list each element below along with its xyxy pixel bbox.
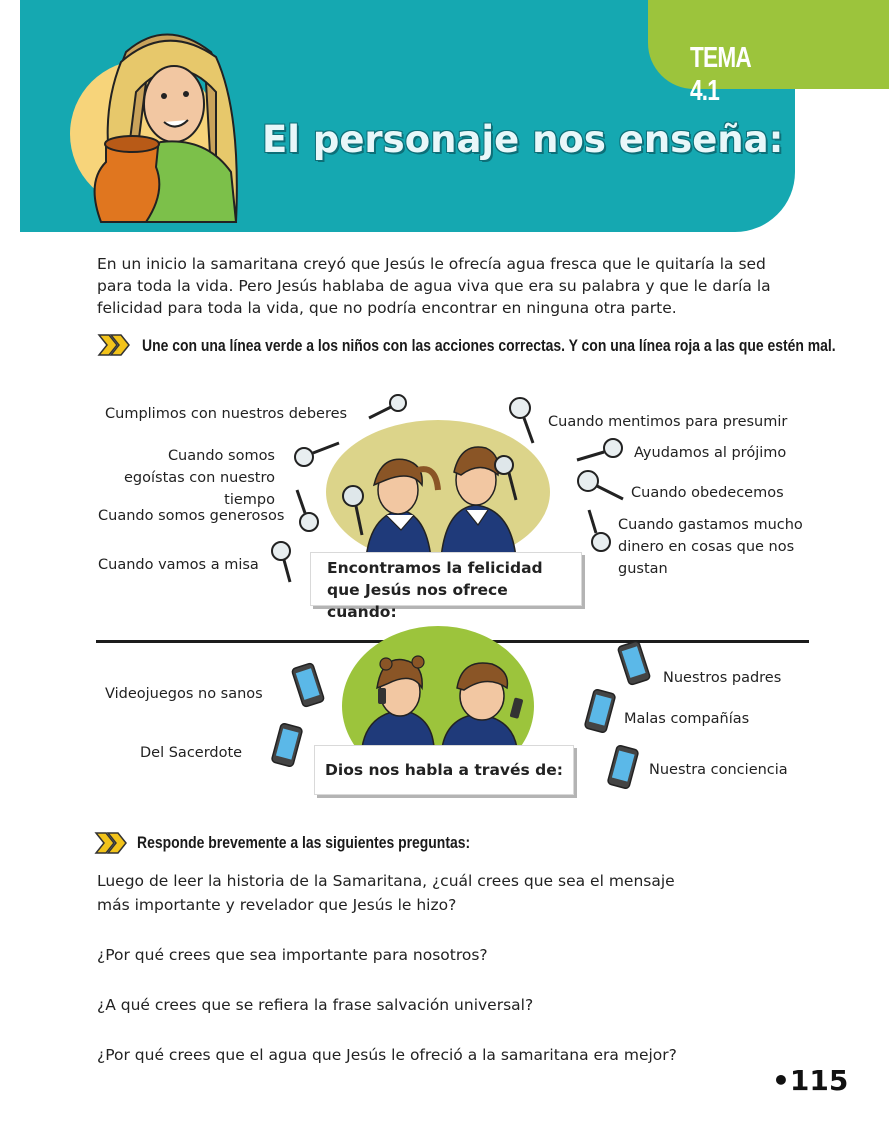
question-3: ¿A qué crees que se refiera la frase salvación universal?: [97, 996, 534, 1014]
option-egoistas[interactable]: Cuando somos egoístas con nuestro tiempo: [123, 448, 275, 508]
smartphone-icon: [268, 722, 306, 768]
smartphone-icon: [581, 688, 619, 734]
magnifying-glass-icon: [270, 540, 296, 584]
option-obedecemos[interactable]: Cuando obedecemos: [631, 485, 784, 501]
option-misa[interactable]: Cuando vamos a misa: [98, 557, 259, 573]
question-4: ¿Por qué crees que el agua que Jesús le ofreció a la samaritana era mejor?: [97, 1046, 677, 1064]
smartphone-icon: [604, 744, 642, 790]
page-title: El personaje nos enseña:: [262, 118, 784, 161]
option-conciencia[interactable]: Nuestra conciencia: [649, 762, 788, 778]
intro-paragraph: En un inicio la samaritana creyó que Jesús le ofrecía agua fresca que le quitaría la sed para toda la vida. Pero Jesús hablaba de agua viva que era su palabra y que le daría la felicidad para toda la vida, que no podría encontrar en ninguna otra parte.: [97, 255, 771, 317]
magnifying-glass-icon: [575, 436, 625, 464]
option-padres[interactable]: Nuestros padres: [663, 670, 782, 686]
questions-instruction: Responde brevemente a las siguientes preguntas:: [137, 833, 471, 852]
tema-label: TEMA 4.1: [690, 42, 751, 107]
option-ayudamos[interactable]: Ayudamos al prójimo: [634, 445, 787, 461]
option-malas-companias[interactable]: Malas compañías: [624, 711, 750, 727]
smartphone-icon: [615, 640, 653, 686]
double-chevron-icon: [94, 831, 128, 855]
option-videojuegos[interactable]: Videojuegos no sanos: [105, 686, 263, 702]
kids-phones-illustration: [342, 626, 534, 748]
activity1-instruction: Une con una línea verde a los niños con las acciones correctas. Y con una línea roja a las que estén mal.: [142, 336, 836, 355]
question-1: Luego de leer la historia de la Samaritana, ¿cuál crees que sea el mensaje más importante y revelador que Jesús le hizo?: [97, 872, 675, 914]
magnifying-glass-icon: [293, 488, 323, 534]
smartphone-icon: [289, 662, 327, 708]
magnifying-glass-icon: [507, 396, 537, 446]
magnifying-glass-icon: [293, 440, 341, 470]
magnifying-glass-icon: [366, 394, 408, 420]
option-gastamos[interactable]: Cuando gastamos mucho dinero en cosas que nos gustan: [618, 517, 803, 577]
activity1-box: Encontramos la felicidad que Jesús nos ofrece cuando:: [310, 552, 582, 606]
double-chevron-icon: [97, 333, 131, 357]
option-sacerdote[interactable]: Del Sacerdote: [140, 745, 243, 761]
page-number: •115: [772, 1064, 849, 1097]
option-cumplimos[interactable]: Cumplimos con nuestros deberes: [105, 406, 348, 422]
option-generosos[interactable]: Cuando somos generosos: [98, 508, 285, 524]
magnifying-glass-icon: [576, 468, 626, 502]
activity2-box: Dios nos habla a través de:: [314, 745, 574, 795]
option-mentimos[interactable]: Cuando mentimos para presumir: [548, 414, 788, 430]
magnifying-glass-icon: [585, 508, 615, 554]
question-2: ¿Por qué crees que sea importante para nosotros?: [97, 946, 488, 964]
samaritan-woman-illustration: [66, 22, 256, 224]
